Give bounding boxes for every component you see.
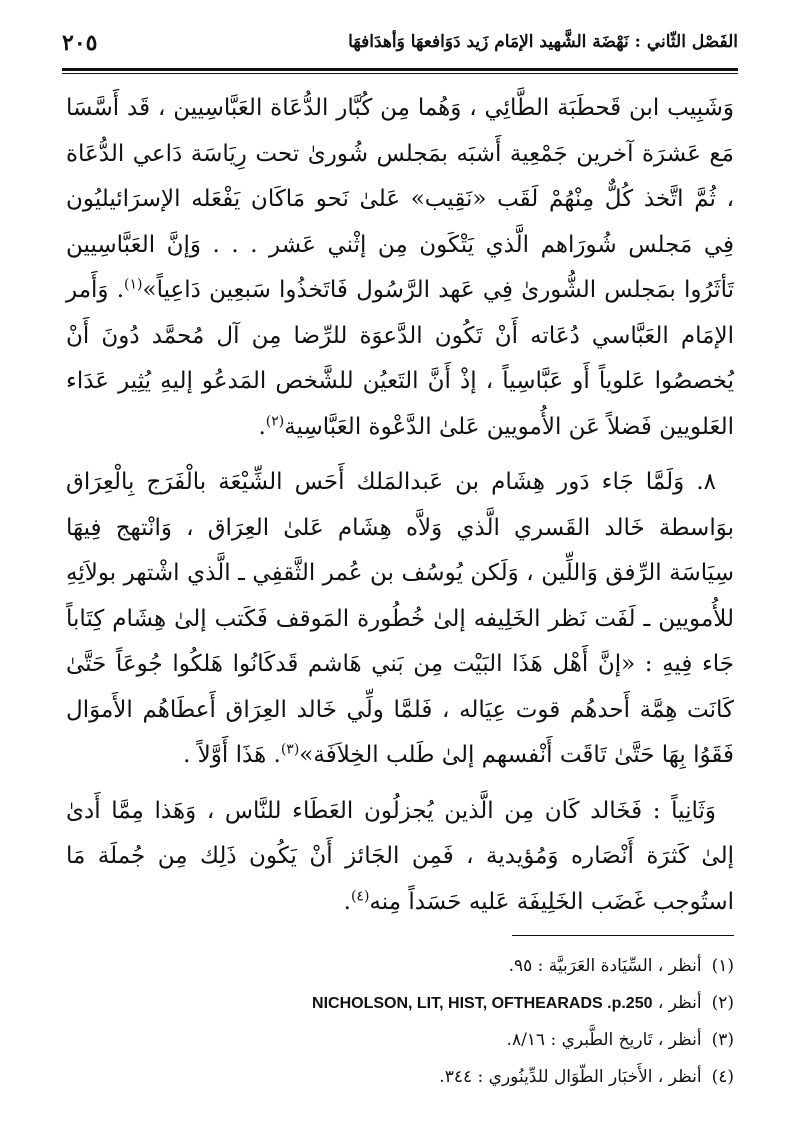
footnote-ref-3[interactable]: (٣) xyxy=(280,741,300,758)
footnote-1 xyxy=(66,948,734,985)
header-rule xyxy=(62,68,738,74)
footnote-3 xyxy=(66,1022,734,1059)
footnote-ref-1[interactable]: (١) xyxy=(124,276,143,293)
footnote-2 xyxy=(66,985,734,1022)
page-number: ٢٠٥ xyxy=(62,30,98,56)
page-header xyxy=(62,30,738,66)
paragraph-2: ٨. وَلَمَّا جَاء دَور هِشَام بن عَبدالمَلك أَحَس الشِّيْعَة بالْفَرَج بِالْعِرَاق بوَاسطة خَالد القَسري الَّذي وَلاَّه هِشَام عَلىٰ العِرَاق ، وَانْتهج فِيهَا سِيَاسَة الرِّفق وَاللِّين ، وَلَكن يُوسُف بن عُمر الثَّقفِي ـ الَّذي اشْتهر بولاَئِهِ للأُمويين ـ لَفَت نَظر الخَلِيفه إلىٰ خُطُورة المَوقف فَكَتب إلىٰ هِشَام كِتَاباً جَاء فِيهِ : «إنَّ أَهْل هَذَا البَيْت مِن بَني هَاشم قَدكَانُوا هَلكُوا جُوعَاً حَتَّىٰ كَانَت هِمَّة أَحدهُم قوت عِيَاله ، فَلمَّا ولِّي خَالد العِرَاق أَعطَاهُم الأَموَال فَقَوُا بِهَا حَتَّىٰ تَاقَت أَنْفسهم إلىٰ طَلب الخِلاَفَة»$^{(٣)}$. هَذَا أَوَّلاً . xyxy=(66,469,734,768)
footnote-4 xyxy=(66,1059,734,1096)
footnote-ref-2[interactable]: (٢) xyxy=(265,412,285,429)
footnote-text: أنظر ، الأَخبَار الطّوَال للدِّينُوري : ٣٤٤. xyxy=(439,1067,702,1087)
footnote-ref-4[interactable]: (٤) xyxy=(350,887,370,904)
footnote-separator xyxy=(512,935,734,936)
footnote-number: (٣) xyxy=(711,1030,734,1050)
footnote-number: (٤) xyxy=(711,1067,734,1087)
footnote-text: أنظر ، تَاريخ الطَّبري : ٨/١٦. xyxy=(506,1030,702,1050)
body-text xyxy=(66,86,734,935)
footnote-text: أنظر ، السِّيَادة العَرَبيَّة : ٩٥. xyxy=(508,956,702,976)
paragraph-1: وَشَبِيب ابن قَحطَبَة الطَّائِي ، وَهُما مِن كُبَّار الدُّعَاة العَبَّاسِيين ، قَد أَسَّسَا مَع عَشرَة آخرين جَمْعِية أَشبَه بمَجلس شُورىٰ تحت رِيَاسَة دَاعي الدُّعَاة ، ثُمَّ اتَّخذ كُلٌّ مِنْهُمْ لَقَب «نَقِيب» عَلىٰ نَحو مَاكَان يَفْعَله الإسرَائيليُون فِي مَجلس شُورَاهم الَّذي يَتْكَون مِن إثْني عَشر . . . وَإنَّ العَبَّاسِيين تَأثَرُوا بمَجلس الشُّورىٰ فِي عَهد الرَّسُول فَاتَخذُوا سَبعِين دَاعِياً»$^{(١)}$. وَأَمر الإمَام العَبَّاسي دُعَاته أَنْ تَكُون الدَّعوَة للرِّضا مِن آل مُحمَّد دُونَ أَنْ يُخصصُوا عَلوياً أَو عَبَّاسِياً ، إذْ أَنَّ التَعيُن للشَّخص المَدعُو إليهِ يُثِير عَدَاء العَلويين فَضلاً عَن الأُمويين عَلىٰ الدَّعْوة العَبَّاسِية$^{(٢)}$. xyxy=(66,95,734,440)
footnote-number: (١) xyxy=(711,956,734,976)
footnote-text: أنظر ، xyxy=(657,993,702,1013)
chapter-title: الفَصْل الثّاني : نَهْضَة الشَّهيد الإمَام زَيد دَوَافعهَا وَأهدَافهَا xyxy=(348,32,738,52)
footnotes xyxy=(66,948,734,1096)
paragraph-3: وَثَانِياً : فَخَالد كَان مِن الَّذين يُجزلُون العَطَاء للنَّاس ، وَهَذا مِمَّا أَدىٰ إلىٰ كَثرَة أَنْصَاره وَمُؤيدية ، فَمِن الجَائز أَنْ يَكُون ذَلِك مِن جُملَة مَا استُوجب غَضَب الخَلِيفَة عَليه حَسَداً مِنه$^{(٤)}$. xyxy=(66,797,734,915)
footnote-citation: NICHOLSON, LIT, HIST, OFTHEARADS .p.250 xyxy=(312,995,653,1012)
footnote-number: (٢) xyxy=(711,993,734,1013)
